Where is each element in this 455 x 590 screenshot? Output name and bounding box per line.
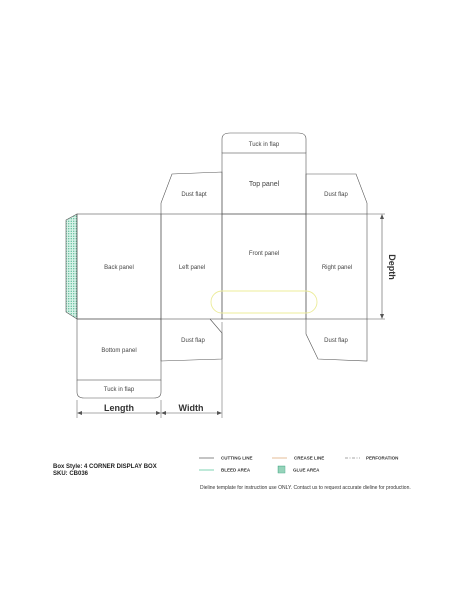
legend-glue-area: GLUE AREA — [293, 467, 320, 473]
disclaimer-note: Dieline template for instruction use ONLY. Contact us to request accurate dieline for production. — [200, 485, 411, 491]
label-front-panel: Front panel — [248, 251, 280, 257]
glue-flap — [66, 214, 77, 319]
label-bottom-panel: Bottom panel — [101, 348, 137, 354]
label-back-panel: Back panel — [104, 265, 134, 271]
label-dust-flap-bottom-left: Dust flap — [181, 338, 205, 344]
label-dust-flap-top-right: Dust flap — [324, 192, 348, 198]
label-tuck-flap-bottom: Tuck in flap — [103, 387, 135, 393]
legend-bleed-area: BLEED AREA — [221, 467, 251, 473]
length-label: Length — [104, 403, 134, 413]
depth-label: Depth — [387, 254, 397, 280]
label-left-panel: Left panel — [178, 265, 206, 271]
sku-text: SKU: CB036 — [53, 471, 89, 477]
display-window — [211, 291, 317, 313]
label-top-panel: Top panel — [248, 181, 280, 188]
legend-glue-area-swatch — [278, 466, 285, 473]
label-dust-flap-top-left: Dust flapt — [181, 192, 207, 198]
box-info — [53, 464, 157, 478]
length-dimension — [77, 403, 161, 415]
legend-cutting-line: CUTTING LINE — [221, 455, 253, 461]
label-tuck-flap-top: Tuck in flap — [248, 142, 280, 148]
width-dimension — [161, 403, 222, 415]
depth-dimension — [380, 214, 397, 319]
label-dust-flap-bottom-right: Dust flap — [324, 338, 348, 344]
width-label: Width — [178, 403, 204, 413]
label-right-panel: Right panel — [321, 265, 353, 271]
legend-perforation: PERFORATION — [366, 455, 399, 461]
box-style-text: Box Style: 4 CORNER DISPLAY BOX — [53, 464, 157, 470]
legend-crease-line: CREASE LINE — [294, 455, 325, 461]
front-panel — [222, 214, 306, 319]
legend — [199, 456, 398, 474]
